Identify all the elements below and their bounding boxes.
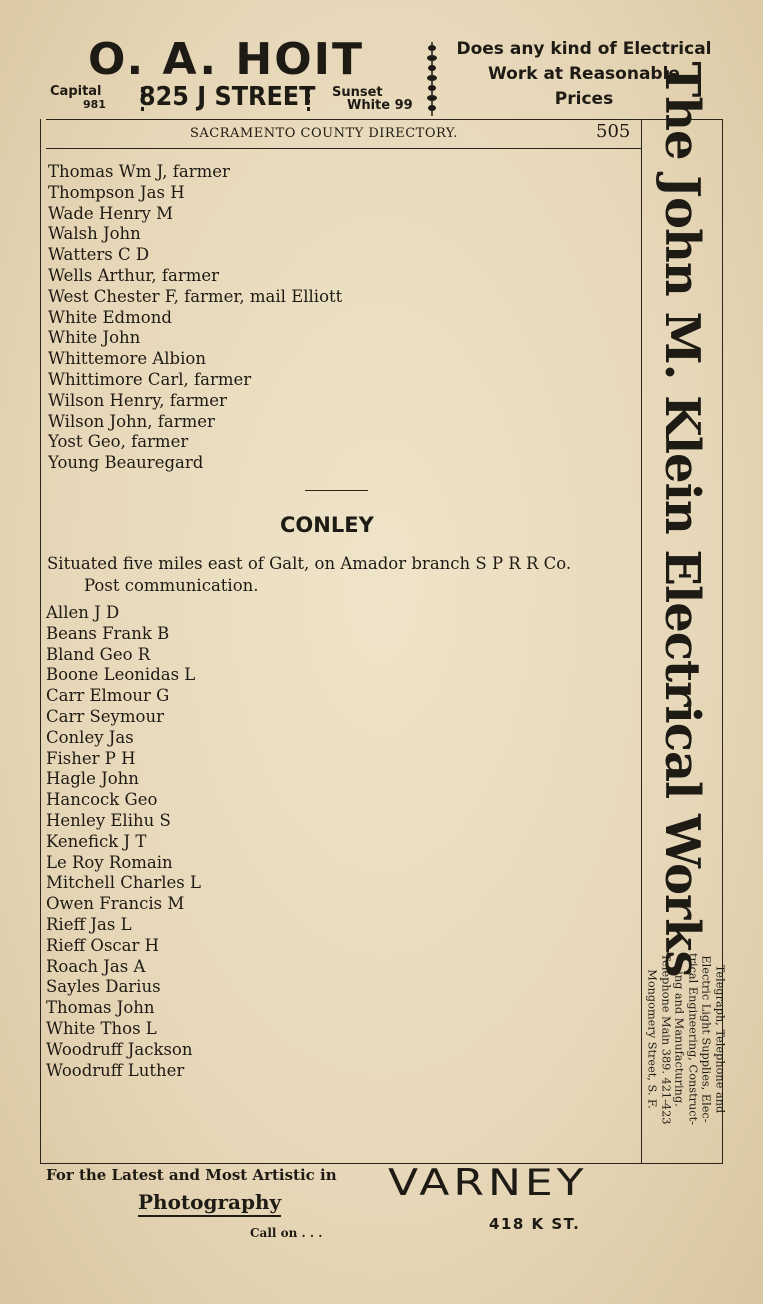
footer-ad-name: VARNEY	[388, 1162, 588, 1204]
frame-rule-left	[40, 119, 41, 1164]
list-item: White Thos L	[46, 1018, 157, 1038]
page-number: 505	[596, 121, 631, 142]
footer-ad-address: 418 K ST.	[489, 1215, 581, 1233]
list-item: Le Roy Romain	[46, 852, 173, 872]
list-item: Thomas John	[46, 998, 155, 1018]
running-head-rule	[46, 148, 641, 149]
list-item: Walsh John	[48, 224, 141, 244]
list-item: White John	[48, 328, 141, 348]
list-item: Woodruff Luther	[46, 1060, 185, 1080]
capital-phone-number: 981	[83, 98, 106, 111]
section-title: CONLEY	[280, 513, 374, 537]
capital-phone-label: Capital	[50, 84, 102, 99]
side-ad-line: ing and Manufacturing.	[673, 971, 686, 1107]
list-item: Mitchell Charles L	[46, 873, 201, 893]
advertiser-street: 825 J STREET	[139, 82, 316, 112]
list-item: Wells Arthur, farmer	[48, 265, 220, 285]
list-item: Boone Leonidas L	[46, 665, 196, 685]
list-item: Woodruff Jackson	[46, 1039, 193, 1059]
list-item: Carr Elmour G	[46, 686, 170, 706]
advertiser-name: O. A. HOIT	[88, 34, 364, 85]
section-divider	[305, 490, 368, 491]
side-ad-line: Telegraph, Telephone and	[713, 964, 727, 1114]
list-item: Henley Elihu S	[46, 810, 171, 830]
list-item: Thomas Wm J, farmer	[48, 162, 230, 181]
sunset-phone-number: White 99	[347, 98, 413, 113]
side-ad-line: trical Engineering, Construct-	[686, 953, 700, 1125]
list-item: Wilson John, farmer	[48, 411, 215, 431]
frame-rule-top	[46, 119, 722, 120]
list-item: Sayles Darius	[46, 977, 161, 997]
dotted-separator-right	[307, 87, 313, 111]
list-item: Roach Jas A	[46, 956, 146, 976]
list-item: Hancock Geo	[46, 790, 158, 810]
list-item: Conley Jas	[46, 727, 134, 747]
list-item: Carr Seymour	[46, 706, 164, 726]
list-item: Fisher P H	[46, 748, 136, 768]
list-item: Thompson Jas H	[48, 182, 185, 202]
list-item: Yost Geo, farmer	[48, 432, 189, 452]
tagline-line: Does any kind of Electrical	[456, 39, 712, 59]
list-item: Allen J D	[46, 603, 120, 622]
side-ad-line: Electric Light Supplies, Elec-	[700, 955, 713, 1123]
list-item: Hagle John	[46, 769, 139, 789]
directory-list	[48, 162, 342, 474]
section-description: Situated five miles east of Galt, on Amador branch S P R R Co.	[47, 554, 572, 573]
sunset-phone-label: Sunset	[332, 85, 383, 100]
side-ad-details	[646, 928, 726, 1150]
list-item: White Edmond	[48, 307, 172, 327]
list-item: Bland Geo R	[46, 644, 151, 664]
side-ad-line: Mongomery Street, S. F.	[646, 969, 659, 1109]
list-item: Rieff Oscar H	[46, 935, 160, 955]
list-item: Kenefick J T	[46, 831, 147, 851]
list-item: West Chester F, farmer, mail Elliott	[48, 286, 343, 306]
list-item: Watters C D	[48, 245, 150, 265]
frame-rule-bottom	[40, 1163, 722, 1164]
footer-ad-photography: Photography	[138, 1190, 281, 1217]
side-ad-line: Telephone Main 389. 421-423	[659, 953, 673, 1125]
list-item: Owen Francis M	[46, 894, 185, 914]
list-item: Rieff Jas L	[46, 914, 132, 934]
list-item: Wilson Henry, farmer	[48, 390, 227, 410]
section-description-continued: Post communication.	[84, 576, 259, 595]
tagline-line: Work at Reasonable	[488, 64, 680, 84]
footer-ad-call-on: Call on . . .	[250, 1226, 323, 1240]
running-head: SACRAMENTO COUNTY DIRECTORY.	[190, 126, 458, 141]
vine-ornament-icon	[426, 42, 438, 120]
side-ad	[651, 61, 713, 977]
list-item: Whittimore Carl, farmer	[48, 369, 252, 389]
list-item: Whittemore Albion	[48, 349, 206, 369]
list-item: Young Beauregard	[48, 453, 204, 473]
frame-rule-divider	[641, 119, 642, 1164]
footer-ad-tagline: For the Latest and Most Artistic in	[46, 1166, 337, 1184]
conley-directory-list	[46, 603, 201, 1081]
tagline-line: Prices	[554, 89, 614, 109]
list-item: Wade Henry M	[48, 203, 174, 223]
list-item: Beans Frank B	[46, 623, 170, 643]
side-ad-title: The John M. Klein Electrical Works	[654, 61, 710, 977]
